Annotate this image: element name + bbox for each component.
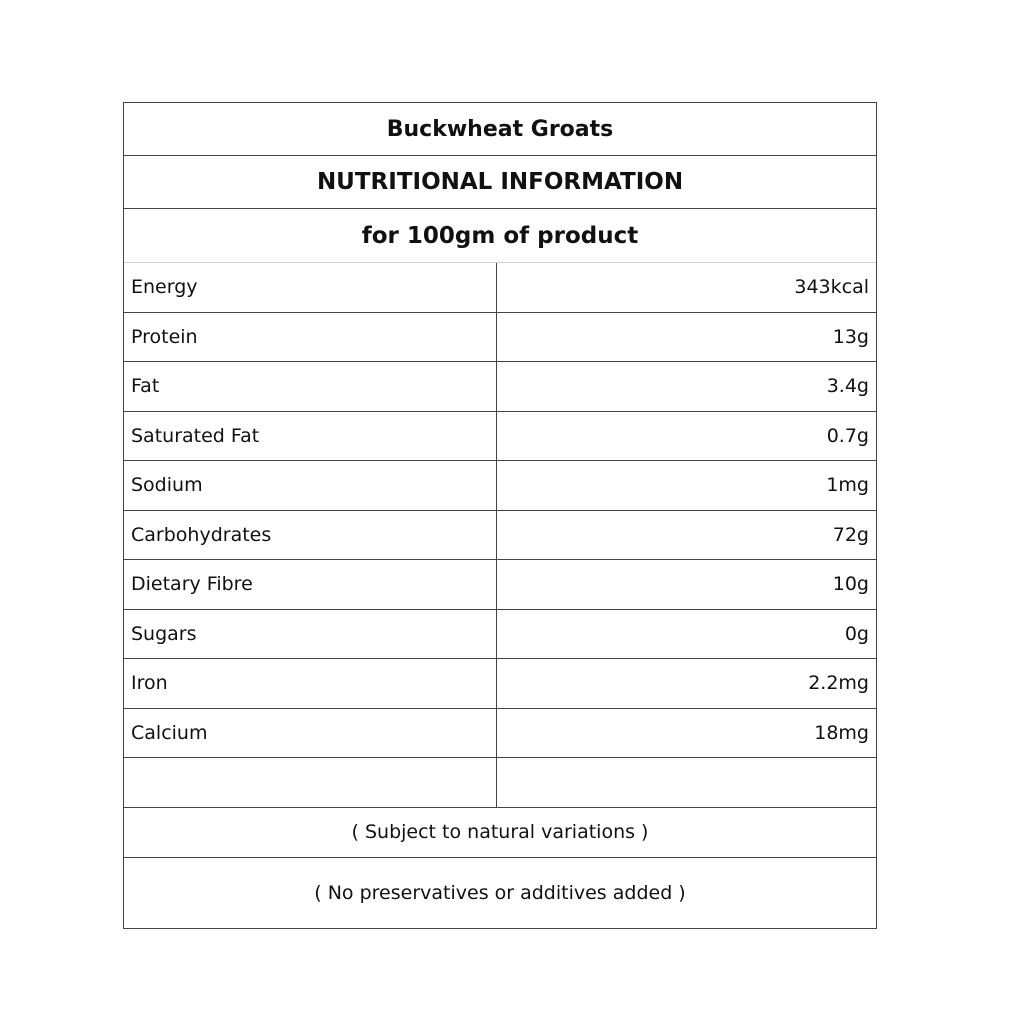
nutrient-name: Sodium xyxy=(124,461,497,510)
nutrient-name: Calcium xyxy=(124,709,497,758)
nutrient-row-fat xyxy=(124,362,876,412)
nutrient-value: 0.7g xyxy=(826,424,869,447)
note-natural-variations: ( Subject to natural variations ) xyxy=(124,808,876,858)
note-no-additives: ( No preservatives or additives added ) xyxy=(314,881,686,904)
nutrient-name: Energy xyxy=(124,263,497,312)
serving-size: for 100gm of product xyxy=(124,209,876,263)
nutrition-heading: NUTRITIONAL INFORMATION xyxy=(124,156,876,209)
nutrient-value: 343kcal xyxy=(794,276,869,299)
nutrient-row-calcium xyxy=(124,709,876,759)
nutrient-name xyxy=(124,758,497,807)
nutrient-row-carbohydrates xyxy=(124,511,876,561)
nutrient-name: Saturated Fat xyxy=(124,412,497,461)
nutrient-value: 10g xyxy=(832,573,869,596)
nutrient-value: 13g xyxy=(832,325,869,348)
nutrient-name: Carbohydrates xyxy=(124,511,497,560)
nutrient-row-energy xyxy=(124,263,876,313)
nutrient-row-sugars xyxy=(124,610,876,660)
nutrient-value: 0g xyxy=(844,622,869,645)
nutrient-name: Fat xyxy=(124,362,497,411)
nutrient-value: 2.2mg xyxy=(808,672,869,695)
nutrient-row-empty xyxy=(124,758,876,808)
nutrient-row-iron xyxy=(124,659,876,709)
nutrient-name: Dietary Fibre xyxy=(124,560,497,609)
nutrient-row-sodium xyxy=(124,461,876,511)
nutrient-value: 3.4g xyxy=(826,375,869,398)
nutrient-name: Protein xyxy=(124,313,497,362)
nutrient-value: 1mg xyxy=(826,474,869,497)
product-title: Buckwheat Groats xyxy=(124,103,876,156)
nutrient-value: 18mg xyxy=(814,721,869,744)
nutrient-name: Sugars xyxy=(124,610,497,659)
nutrient-row-protein xyxy=(124,313,876,363)
nutrient-row-saturated-fat xyxy=(124,412,876,462)
nutrition-label-table xyxy=(123,102,877,929)
nutrient-row-dietary-fibre xyxy=(124,560,876,610)
nutrient-name: Iron xyxy=(124,659,497,708)
nutrient-value: 72g xyxy=(832,523,869,546)
nutrient-value xyxy=(497,758,876,807)
